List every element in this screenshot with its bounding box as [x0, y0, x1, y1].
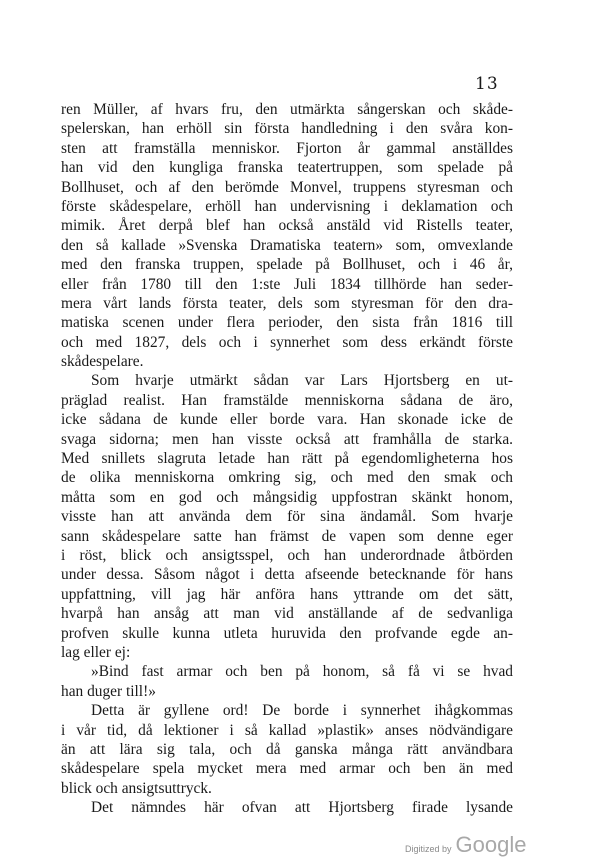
text-line: profven skulle kunna utleta huruvida den profvande egde an- [61, 624, 513, 642]
text-line: i röst, blick och ansigtsspel, och han underordnade åtbörden [61, 546, 513, 564]
text-line: under dessa. Såsom något i detta afseende betecknande för hans [61, 566, 513, 584]
text-line: matiska scenen under flera perioder, den sista från 1816 till [61, 314, 513, 332]
text-line: Bollhuset, och af den berömde Monvel, truppens styresman och [61, 178, 513, 196]
text-line: eller från 1780 till den 1:ste Juli 1834 tillhörde han seder- [61, 275, 513, 293]
text-line: Detta är gyllene ord! De borde i synnerhet ihågkommas [91, 702, 513, 720]
text-line: de olika menniskorna omkring sig, och med den smak och [61, 469, 513, 487]
text-line: skådespelare. [61, 353, 144, 371]
page-body [61, 100, 513, 817]
text-line: han vid den kungliga franska teatertruppen, som spelade på [61, 159, 513, 177]
text-line: präglad realist. Han framstälde menniskorna sådana de äro, [61, 391, 513, 409]
text-line: måtta som en god och mångsidig uppfostran skänkt honom, [61, 488, 513, 506]
text-line: »Bind fast armar och ben på honom, så få vi se hvad [91, 663, 513, 681]
text-line: hvarpå han ansåg att man vid anställande af de sedvanliga [61, 605, 513, 623]
text-line: och med 1827, dels och i synnerhet som dess erkändt förste [61, 333, 513, 351]
watermark-prefix: Digitized by [405, 844, 452, 854]
text-line: uppfattning, vill jag här anföra hans yttrande om det sätt, [61, 585, 513, 603]
text-line: han duger till!» [61, 682, 156, 700]
text-line: ren Müller, af hvars fru, den utmärkta sångerskan och skåde- [61, 101, 513, 118]
text-line: visste han att använda dem för sina ändamål. Som hvarje [61, 508, 513, 526]
text-line: Det nämndes här ofvan att Hjortsberg firade lysande [91, 799, 513, 817]
text-line: blick och ansigtsuttryck. [61, 779, 212, 797]
text-line: mera vårt lands första teater, dels som styresman för den dra- [61, 294, 513, 312]
text-line: mimik. Året derpå blef han också anstäld vid Ristells teater, [61, 217, 513, 235]
text-line: svaga sidorna; men han visste också att framhålla de starka. [61, 430, 513, 448]
text-line: lag eller ej: [61, 643, 131, 661]
text-line: skådespelare spela mycket mera med armar och ben än med [61, 760, 513, 778]
google-logo: Google [455, 832, 527, 857]
text-line: Med snillets slagruta letade han rätt på egendomligheterna hos [61, 450, 513, 468]
text-line: spelerskan, han erhöll sin första handledning i den svåra kon- [61, 120, 513, 138]
digitized-watermark [405, 832, 526, 858]
text-line: med den franska truppen, spelade på Bollhuset, och i 46 år, [61, 256, 513, 274]
text-line: än att lära sig tala, och då ganska många rätt användbara [61, 740, 513, 758]
page-number: 13 [475, 74, 499, 94]
text-line: icke sådana de kunde eller borde vara. Han skonade icke de [61, 411, 513, 429]
text-line: Som hvarje utmärkt sådan var Lars Hjortsberg en ut- [91, 372, 513, 390]
text-line: i vår tid, då lektioner i så kallad »plastik» anses nödvändigare [61, 721, 513, 739]
text-line: sann skådespelare satte han främst de vapen som denne eger [61, 527, 513, 545]
text-line: den så kallade »Svenska Dramatiska teatern» som, omvexlande [61, 236, 513, 254]
text-line: sten att framställa menniskor. Fjorton år gammal anställdes [61, 139, 513, 157]
text-line: förste skådespelare, erhöll han undervisning i deklamation och [61, 197, 513, 215]
